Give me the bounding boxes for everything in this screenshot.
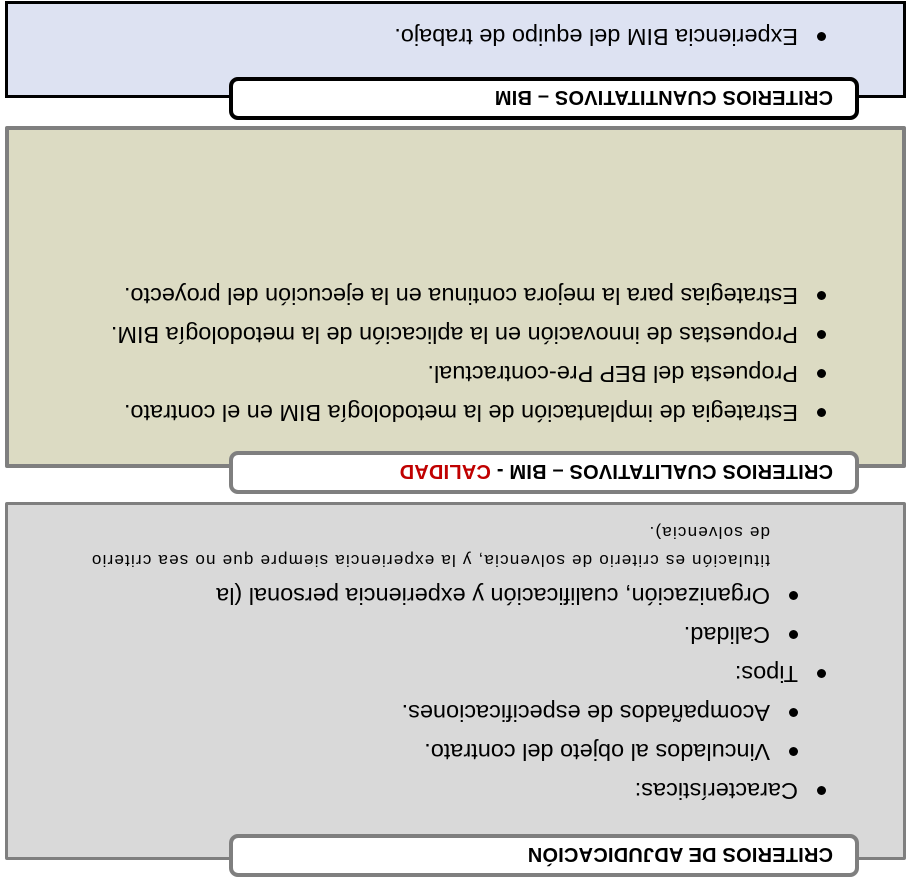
cualitativos-list (80, 276, 826, 432)
list-item-propuestas-innovacion: Propuestas de innovación en la aplicación de la metodología BIM. (80, 315, 826, 354)
list-item-acompanados: Acompañados de especificaciones. (65, 693, 798, 732)
list-item-tipos: Tipos: (65, 654, 826, 693)
cuantitativos-list (65, 17, 826, 56)
organizacion-note: titulación es criterio de solvencia, y la experiencia siempre que no sea criterio de solvencia). (90, 523, 770, 570)
panel-cualitativos (5, 126, 906, 494)
cuantitativos-title-text: CRITERIOS CUANTITATIVOS – BIM (494, 86, 833, 108)
list-item-organizacion (65, 518, 798, 615)
list-item-experiencia: Experiencia BIM del equipo de trabajo. (65, 17, 826, 56)
panel-cuantitativos (5, 1, 906, 118)
cualitativos-title-text: CRITERIOS CUALITATIVOS – BIM - (496, 460, 833, 482)
list-item-propuesta-bep: Propuesta del BEP Pre-contractual. (80, 354, 826, 393)
adjudicacion-title-text: CRITERIOS DE ADJUDICACIÓN (527, 843, 833, 865)
panel-cuantitativos-title (229, 77, 859, 120)
list-item-caracteristicas: Características: (65, 771, 826, 810)
panel-adjudicacion (5, 502, 906, 880)
cualitativos-title-accent: CALIDAD (399, 460, 491, 482)
list-item-estrategia: Estrategia de implantación de la metodología BIM en el contrato. (80, 393, 826, 432)
list-item-estrategias-mejora: Estrategias para la mejora continua en la ejecución del proyecto. (80, 276, 826, 315)
list-item-calidad: Calidad. (65, 615, 798, 654)
adjudicacion-list (65, 518, 826, 810)
panel-cualitativos-title (229, 451, 859, 494)
panel-adjudicacion-title (229, 834, 859, 877)
organizacion-text: Organización, cualificación y experiencia personal (la (216, 583, 770, 609)
list-item-vinculados: Vinculados al objeto del contrato. (65, 732, 798, 771)
